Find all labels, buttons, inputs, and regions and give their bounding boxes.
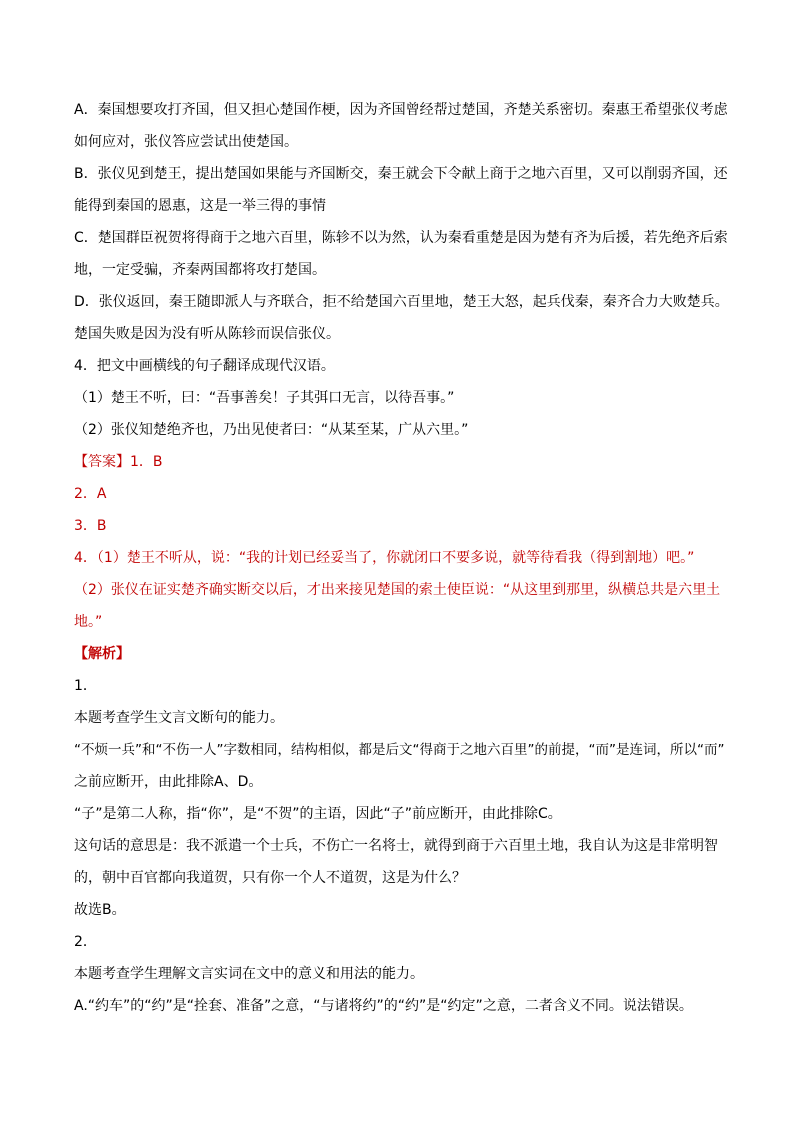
answer-4-part-1: 4．（1）楚王不听从，说：“我的计划已经妥当了，你就闭口不要多说，就等待看我（得到割地）吧。” bbox=[74, 550, 695, 566]
question-4-part-2: （2）张仪知楚绝齐也，乃出见使者曰：“从某至某，广从六里。” bbox=[74, 422, 469, 438]
question-4: 4．把文中画横线的句子翻译成现代汉语。 bbox=[74, 358, 335, 374]
analysis-heading: 【解析】 bbox=[74, 646, 130, 662]
option-a-line-1: A．秦国想要攻打齐国，但又担心楚国作梗，因为齐国曾经帮过楚国，齐楚关系密切。秦惠王希望张仪考虑 bbox=[74, 102, 728, 118]
question-4-part-1: （1）楚王不听，曰：“吾事善矣！子其弭口无言，以待吾事。” bbox=[74, 390, 455, 406]
analysis-2-number: 2． bbox=[74, 934, 97, 950]
option-a-line-2: 如何应对，张仪答应尝试出使楚国。 bbox=[74, 134, 298, 150]
answer-heading: 【答案】1．B bbox=[74, 454, 163, 470]
answer-4-part-2-line-1: （2）张仪在证实楚齐确实断交以后，才出来接见楚国的索土使臣说：“从这里到那里，纵横总共是六里土 bbox=[74, 582, 721, 598]
analysis-1-line-2: 之前应断开，由此排除A、D。 bbox=[74, 774, 263, 790]
analysis-1-line-3: “子”是第二人称，指“你”，是“不贺”的主语，因此“子”前应断开，由此排除C。 bbox=[74, 806, 562, 822]
answer-3: 3．B bbox=[74, 518, 107, 534]
option-b-line-1: B．张仪见到楚王，提出楚国如果能与齐国断交，秦王就会下令献上商于之地六百里，又可以削弱齐国，还 bbox=[74, 166, 728, 182]
option-b-line-2: 能得到秦国的恩惠，这是一举三得的事情 bbox=[74, 198, 326, 214]
analysis-1-line-4: 这句话的意思是：我不派遣一个士兵，不伤亡一名将士，就得到商于六百里土地，我自认为这是非常明智 bbox=[74, 838, 718, 854]
analysis-1-conclusion: 故选B。 bbox=[74, 902, 126, 918]
option-c-line-1: C．楚国群臣祝贺将得商于之地六百里，陈轸不以为然，认为秦看重楚是因为楚有齐为后援，若先绝齐后索 bbox=[74, 230, 728, 246]
analysis-1-line-1: “不烦一兵”和“不伤一人”字数相同，结构相似，都是后文“得商于之地六百里”的前提，“而”是连词，所以“而” bbox=[74, 742, 725, 758]
answer-2: 2．A bbox=[74, 486, 107, 502]
answer-4-part-2-line-2: 地。” bbox=[74, 614, 103, 630]
analysis-1-number: 1． bbox=[74, 678, 97, 694]
analysis-1-intro: 本题考查学生文言文断句的能力。 bbox=[74, 710, 284, 726]
option-d-line-1: D．张仪返回，秦王随即派人与齐联合，拒不给楚国六百里地，楚王大怒，起兵伐秦，秦齐合力大败楚兵。 bbox=[74, 294, 729, 310]
analysis-2-intro: 本题考查学生理解文言实词在文中的意义和用法的能力。 bbox=[74, 966, 424, 982]
option-c-line-2: 地，一定受骗，齐秦两国都将攻打楚国。 bbox=[74, 262, 326, 278]
analysis-1-line-5: 的，朝中百官都向我道贺，只有你一个人不道贺，这是为什么？ bbox=[74, 870, 466, 886]
option-d-line-2: 楚国失败是因为没有听从陈轸而误信张仪。 bbox=[74, 326, 340, 342]
analysis-2-option-a: A.“约车”的“约”是“拴套、准备”之意，“与诸将约”的“约”是“约定”之意，二者含义不同。说法错误。 bbox=[74, 998, 693, 1014]
